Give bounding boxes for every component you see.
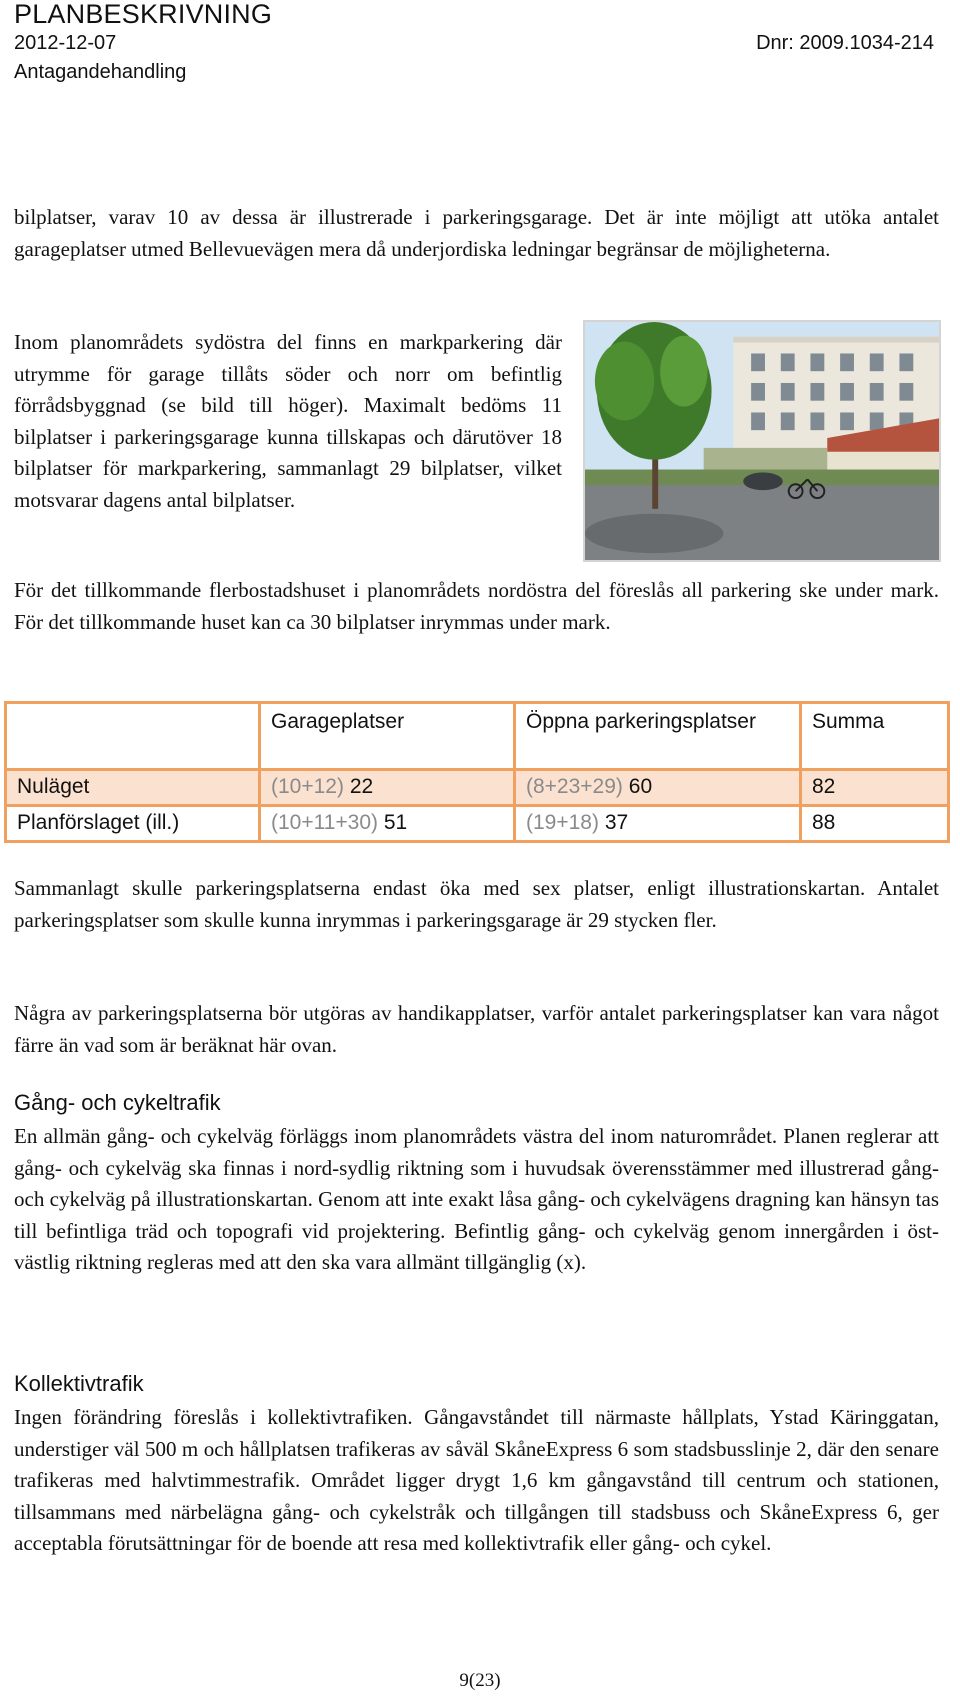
- open-total: 60: [628, 775, 653, 798]
- document-date: 2012-12-07: [14, 32, 117, 54]
- page-number: 9(23): [459, 1670, 501, 1691]
- garage-cell: [260, 770, 515, 806]
- garage-total: 51: [383, 811, 408, 834]
- table-header-row: [6, 703, 949, 770]
- parking-table: [4, 701, 950, 843]
- open-cell: [515, 770, 801, 806]
- open-calc: (8+23+29): [526, 775, 623, 798]
- header-meta-row: [14, 28, 934, 58]
- heading-walk-cycle: Gång- och cykeltrafik: [14, 1090, 221, 1115]
- heading-transit: Kollektivtrafik: [14, 1371, 144, 1396]
- document-dnr: Dnr: 2009.1034-214: [756, 32, 934, 54]
- paragraph-transit: Ingen förändring föreslås i kollektivtrafiken. Gångavståndet till närmaste hållplats, Ystad Käringgatan, understiger väl 500 m och hållplatsen trafikeras av såväl SkåneExpress 6 som stadsbusslinje 2, där den senare trafikeras med halvtimmestrafik. Området ligger drygt 1,6 km gångavstånd till centrum och stationen, tillsammans med närbelägna gång- och cykelstråk och tillgången till stadsbuss och SkåneExpress 6, ger acceptabla förutsättningar för de boende att resa med kollektivtrafik eller gång- och cykel.: [14, 1405, 939, 1555]
- garage-calc: (10+11+30): [271, 811, 379, 834]
- table-header-cell: Garageplatser: [260, 703, 515, 770]
- garage-total: 22: [349, 775, 374, 798]
- photo-illustration: [585, 322, 939, 560]
- table-row: [6, 770, 949, 806]
- table-header-cell: Summa: [801, 703, 949, 770]
- garage-cell: [260, 806, 515, 842]
- sum-cell: 82: [801, 770, 949, 806]
- table-header-cell: [6, 703, 260, 770]
- paragraph-southeast-parking: Inom planområdets sydöstra del finns en markparkering där utrymme för garage tillåts söder och norr om befintlig förrådsbyggnad (se bild till höger). Maximalt bedöms 11 bilplatser i parkeringsgarage kunna tillskapas och därutöver 18 bilplatser för markparkering, sammanlagt 29 bilplatser, vilket motsvarar dagens antal bilplatser.: [14, 330, 562, 512]
- paragraph-parking-intro: bilplatser, varav 10 av dessa är illustrerade i parkeringsgarage. Det är inte möjligt att utöka antalet garageplatser utmed Bellevuevägen mera då underjordiska ledningar begränsar de möjligheterna.: [14, 205, 939, 261]
- open-calc: (19+18): [526, 811, 599, 834]
- paragraph-handicap: Några av parkeringsplatserna bör utgöras av handikapplatser, varför antalet parkeringsplatser kan vara något färre än vad som är beräknat här ovan.: [14, 1001, 939, 1057]
- table-row: [6, 806, 949, 842]
- table-header-cell: Öppna parkeringsplatser: [515, 703, 801, 770]
- paragraph-northeast-parking: För det tillkommande flerbostadshuset i planområdets nordöstra del föreslås all parkering ske under mark. För det tillkommande huset kan ca 30 bilplatser inrymmas under mark.: [14, 578, 939, 634]
- open-total: 37: [604, 811, 629, 834]
- sum-cell: 88: [801, 806, 949, 842]
- paragraph-summary: Sammanlagt skulle parkeringsplatserna endast öka med sex platser, enligt illustrationskartan. Antalet parkeringsplatser som skulle kunna inrymmas i parkeringsgarage är 29 stycken fler.: [14, 876, 939, 932]
- row-label: Nuläget: [6, 770, 260, 806]
- document-status: Antagandehandling: [14, 61, 187, 83]
- paragraph-walk-cycle: En allmän gång- och cykelväg förläggs inom planområdets västra del inom naturområdet. Planen reglerar att gång- och cykelväg ska finnas i nord-sydlig riktning som i huvudsak överensstämmer med illustrerad gång- och cykelväg på illustrationskartan. Genom att inte exakt låsa gång- och cykelvägens dragning kan hänsyn tas till befintliga träd och topografi vid projektering. Befintlig gång- och cykelväg genom innergården i öst- västlig riktning regleras med att den ska vara allmänt tillgänglig (x).: [14, 1124, 939, 1274]
- open-cell: [515, 806, 801, 842]
- document-title: PLANBESKRIVNING: [14, 0, 273, 29]
- row-label: Planförslaget (ill.): [6, 806, 260, 842]
- garage-calc: (10+12): [271, 775, 344, 798]
- document-header: [14, 0, 934, 86]
- building-parking-photo: [583, 320, 941, 562]
